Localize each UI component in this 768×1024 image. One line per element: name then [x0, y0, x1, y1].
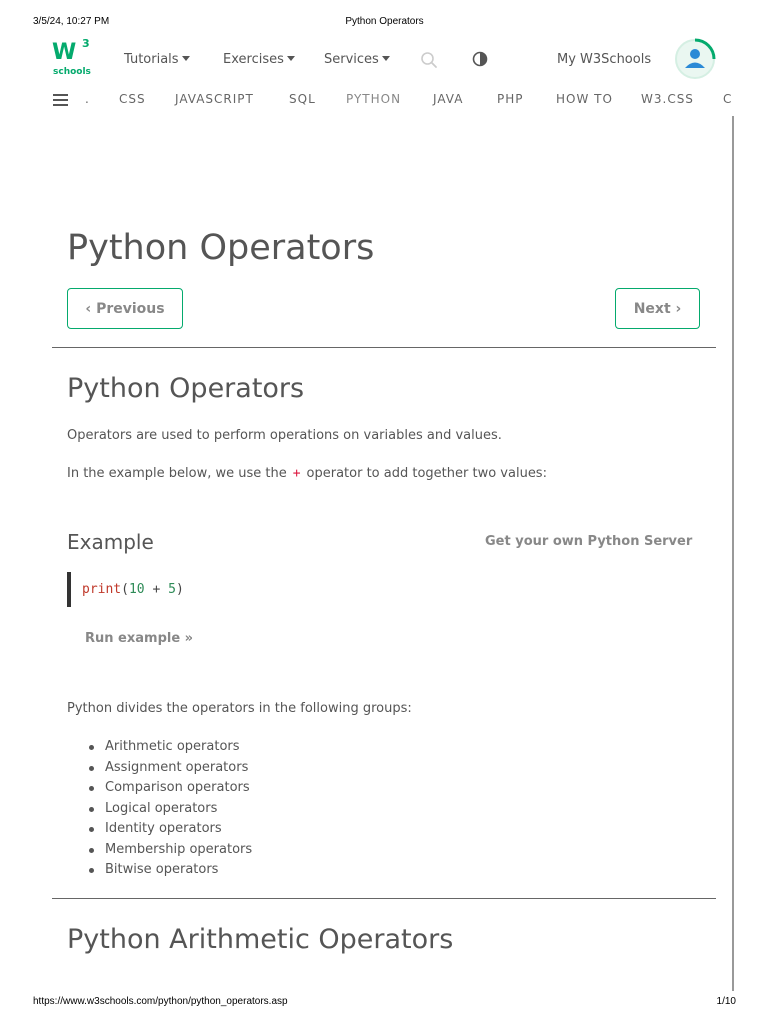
print-timestamp: 3/5/24, 10:27 PM — [33, 16, 110, 27]
subnav-w3css[interactable]: W3.CSS — [641, 92, 694, 106]
run-example-link[interactable]: Run example » — [85, 631, 194, 646]
subnav-php[interactable]: PHP — [497, 92, 524, 106]
subnav-sql[interactable]: SQL — [289, 92, 316, 106]
code-paren-open: ( — [121, 582, 129, 597]
groups-intro: Python divides the operators in the following groups: — [67, 701, 412, 716]
code-operator: + — [144, 582, 169, 597]
example-intro-before: In the example below, we use the — [67, 466, 287, 481]
caret-down-icon — [382, 56, 390, 61]
menu-tutorials-label: Tutorials — [124, 52, 179, 67]
caret-down-icon — [182, 56, 190, 61]
scrollbar[interactable] — [732, 116, 734, 991]
code-line — [82, 582, 184, 597]
list-item: Identity operators — [87, 820, 252, 841]
intro-paragraph: Operators are used to perform operations on variables and values. — [67, 428, 502, 443]
subnav-javascript[interactable]: JAVASCRIPT — [175, 92, 254, 106]
search-icon[interactable] — [420, 51, 438, 69]
logo-superscript: 3 — [82, 37, 90, 50]
hamburger-menu-icon[interactable] — [53, 94, 68, 106]
example-heading: Example — [67, 530, 154, 554]
code-number-b: 5 — [168, 582, 176, 597]
language-navigation — [0, 90, 768, 110]
subnav-leading-item[interactable]: . — [85, 92, 89, 106]
section-heading-arithmetic: Python Arithmetic Operators — [67, 924, 454, 955]
print-page-title: Python Operators — [345, 16, 424, 27]
menu-services[interactable] — [324, 52, 390, 67]
chevron-left-icon: ‹ — [85, 300, 97, 317]
print-header — [33, 16, 736, 30]
next-label: Next — [633, 300, 671, 317]
example-intro-paragraph — [67, 466, 547, 481]
top-navigation — [0, 36, 768, 84]
previous-label: Previous — [96, 300, 165, 317]
contrast-icon[interactable] — [472, 51, 488, 67]
user-avatar-icon[interactable] — [673, 37, 717, 81]
list-item: Bitwise operators — [87, 861, 252, 882]
caret-down-icon — [287, 56, 295, 61]
next-button[interactable] — [615, 288, 700, 329]
code-number-a: 10 — [128, 582, 145, 597]
logo-mark: W — [52, 40, 76, 65]
chevron-right-icon: › — [670, 300, 682, 317]
code-example — [67, 572, 683, 607]
divider — [52, 898, 716, 899]
list-item: Arithmetic operators — [87, 738, 252, 759]
list-item: Comparison operators — [87, 779, 252, 800]
page-title: Python Operators — [67, 228, 375, 268]
list-item: Membership operators — [87, 841, 252, 862]
print-url: https://www.w3schools.com/python/python_operators.asp — [33, 996, 288, 1007]
menu-tutorials[interactable] — [124, 52, 190, 67]
previous-button[interactable] — [67, 288, 183, 329]
divider — [52, 347, 716, 348]
logo-wordmark: schools — [53, 67, 91, 77]
section-heading-operators: Python Operators — [67, 373, 305, 404]
subnav-c[interactable]: C — [723, 92, 733, 106]
menu-exercises[interactable] — [223, 52, 295, 67]
subnav-python[interactable]: PYTHON — [346, 92, 402, 106]
code-function: print — [82, 582, 122, 597]
code-paren-close: ) — [175, 582, 184, 597]
subnav-howto[interactable]: HOW TO — [556, 92, 613, 106]
list-item: Assignment operators — [87, 759, 252, 780]
subnav-java[interactable]: JAVA — [433, 92, 464, 106]
print-page-count: 1/10 — [716, 996, 736, 1007]
menu-services-label: Services — [324, 52, 379, 67]
inline-code-plus: + — [292, 466, 301, 481]
operator-groups-list — [87, 738, 252, 882]
subnav-css[interactable]: CSS — [119, 92, 146, 106]
w3schools-logo[interactable] — [52, 37, 96, 80]
list-item: Logical operators — [87, 800, 252, 821]
example-intro-after: operator to add together two values: — [306, 466, 547, 481]
print-footer — [33, 996, 736, 1010]
my-w3schools-link[interactable]: My W3Schools — [557, 52, 652, 67]
menu-exercises-label: Exercises — [223, 52, 284, 67]
get-python-server-link[interactable]: Get your own Python Server — [485, 534, 693, 549]
